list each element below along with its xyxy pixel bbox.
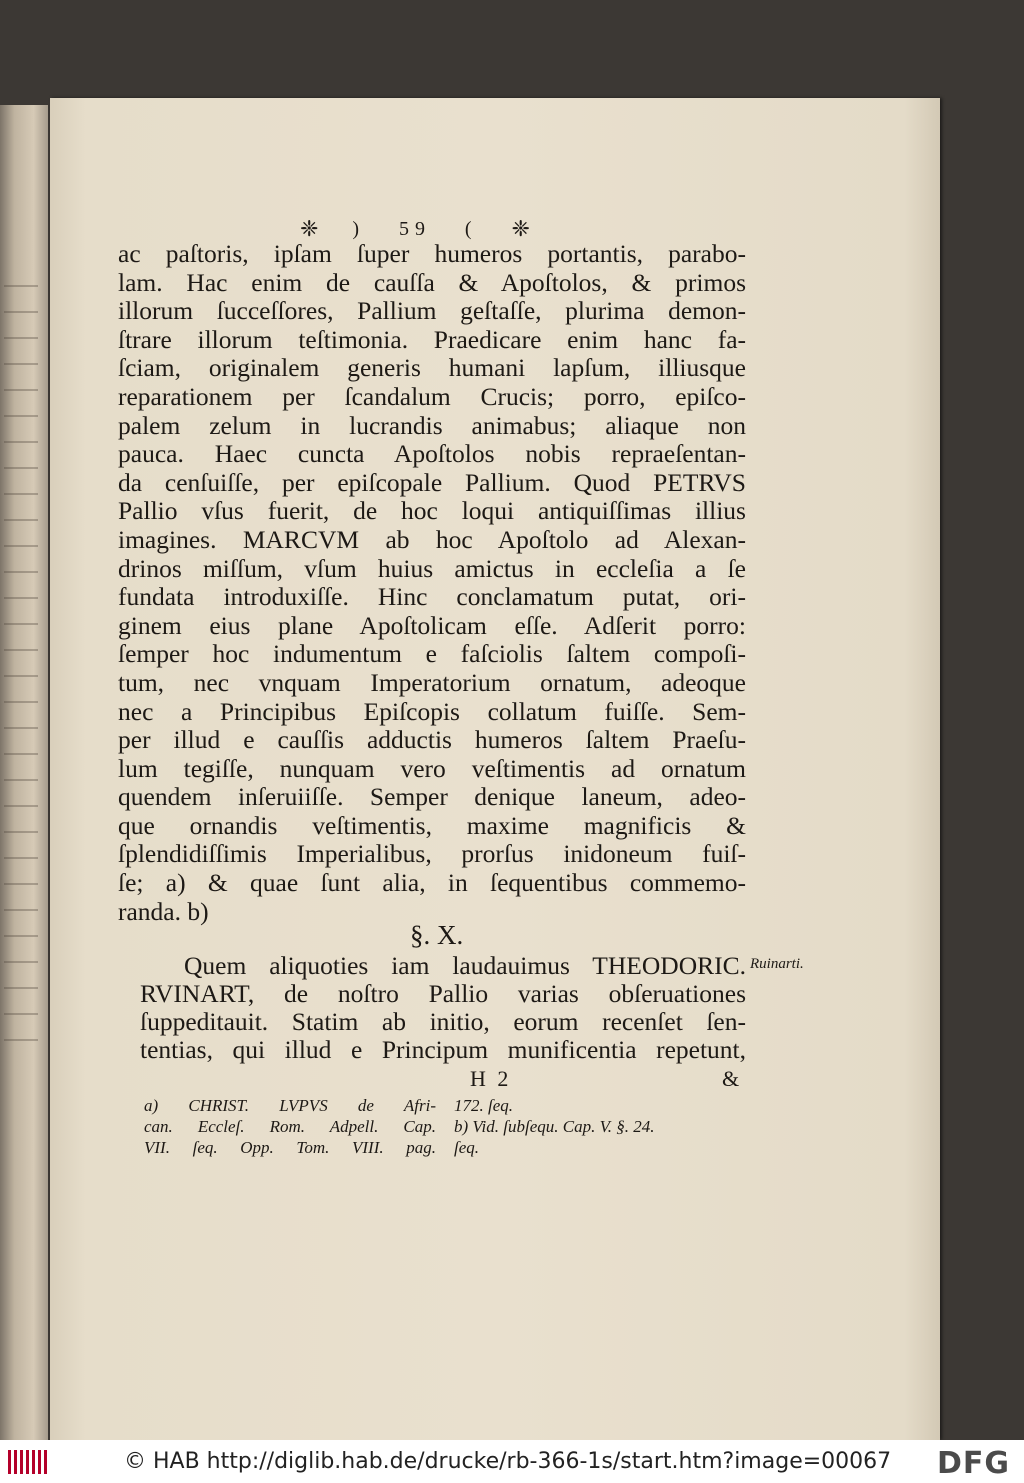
text-line: per illud e cauſſis adductis humeros ſaltem Praeſu- [118, 725, 746, 755]
text-line: illorum ſucceſſores, Pallium geſtaſſe, plurima demon- [118, 296, 746, 326]
source-url-link[interactable]: © HAB http://diglib.hab.de/drucke/rb-366-1s/start.htm?image=00067 [124, 1449, 892, 1474]
text-line: ſplendidiſſimis Imperialibus, prorſus inidoneum fuiſ- [118, 839, 746, 869]
text-line: ſciam, originalem generis humani lapſum, illiusque [118, 353, 746, 383]
footnote-line: b) Vid. ſubſequ. Cap. V. §. 24. [454, 1117, 655, 1136]
dfg-logo: DFG [936, 1446, 1010, 1481]
text-line: fundata introduxiſſe. Hinc conclamatum putat, ori- [118, 582, 746, 612]
ornament-left-icon: ❈ [300, 216, 319, 242]
text-line: palem zelum in lucrandis animabus; aliaque non [118, 410, 746, 440]
footnote-line: 172. ſeq. [454, 1096, 514, 1115]
text-line: drinos miſſum, vſum huius amictus in eccleſia a ſe [118, 553, 746, 583]
catchword: & [722, 1066, 740, 1091]
text-line: Quem aliquoties iam laudauimus THEODORIC. [184, 951, 746, 980]
footnote-line: a) CHRIST. LVPVS de Afri- [144, 1096, 436, 1115]
footer-bar [0, 1440, 1024, 1483]
page-number: 59 [398, 217, 431, 240]
text-line: quendem inſeruiiſſe. Semper denique laneum, adeo- [118, 782, 746, 812]
signature-mark: H 2 [470, 1066, 512, 1091]
text-line: RVINART, de noſtro Pallio varias obſeruationes [140, 979, 746, 1008]
hab-barcode-logo-icon [8, 1447, 52, 1477]
footnote-column-left [144, 1095, 436, 1158]
footnote-line: can. Eccleſ. Rom. Adpell. Cap. [144, 1117, 436, 1136]
text-line: tum, nec vnquam Imperatorium ornatum, adeoque [118, 667, 746, 697]
text-line: pauca. Haec cuncta Apoſtolos nobis repraeſentan- [118, 439, 746, 469]
paren-left: ) [352, 217, 366, 240]
text-line: imagines. MARCVM ab hoc Apoſtolo ad Alexan- [118, 524, 746, 554]
text-line: que ornandis veſtimentis, maxime magnificis & [118, 810, 746, 840]
previous-page-text-lines [4, 285, 38, 1045]
marginal-note: Ruinarti. [750, 956, 804, 972]
text-line: Pallio vſus fuerit, de hoc loqui antiquiſſimas illius [118, 496, 746, 526]
footnote-line: VII. ſeq. Opp. Tom. VIII. pag. [144, 1138, 436, 1157]
text-line: lam. Hac enim de cauſſa & Apoſtolos, & primos [118, 267, 746, 297]
text-line: ginem eius plane Apoſtolicam eſſe. Adſerit porro: [118, 610, 746, 640]
text-line: tentias, qui illud e Principum munificentia repetunt, [140, 1035, 746, 1064]
text-line: nec a Principibus Epiſcopis collatum fuiſſe. Sem- [118, 696, 746, 726]
text-line: da cenſuiſſe, per epiſcopale Pallium. Quod PETRVS [118, 467, 746, 497]
text-line: ſuppeditauit. Statim ab initio, eorum recenſet ſen- [140, 1007, 746, 1036]
ornament-right-icon: ❈ [511, 216, 530, 242]
footnote-column-right [454, 1095, 754, 1158]
text-line: ſtrare illorum teſtimonia. Praedicare enim hanc fa- [118, 324, 746, 354]
text-line: ſemper hoc indumentum e faſciolis ſaltem compoſi- [118, 639, 746, 669]
body-text [118, 240, 746, 926]
text-line-last: randa. b) [118, 896, 209, 926]
text-line: lum tegiſſe, nunquam vero veſtimentis ad ornatum [118, 753, 746, 783]
text-line: ſe; a) & quae ſunt alia, in ſequentibus commemo- [118, 868, 746, 898]
section-heading: §. X. [410, 920, 464, 950]
text-line: ac paſtoris, ipſam ſuper humeros portantis, parabo- [118, 239, 746, 268]
paren-right: ( [464, 217, 478, 240]
section-text [140, 952, 746, 1064]
text-line: reparationem per ſcandalum Crucis; porro, epiſco- [118, 381, 746, 411]
footnote-line: ſeq. [454, 1138, 480, 1157]
previous-page-edge [0, 105, 48, 1445]
